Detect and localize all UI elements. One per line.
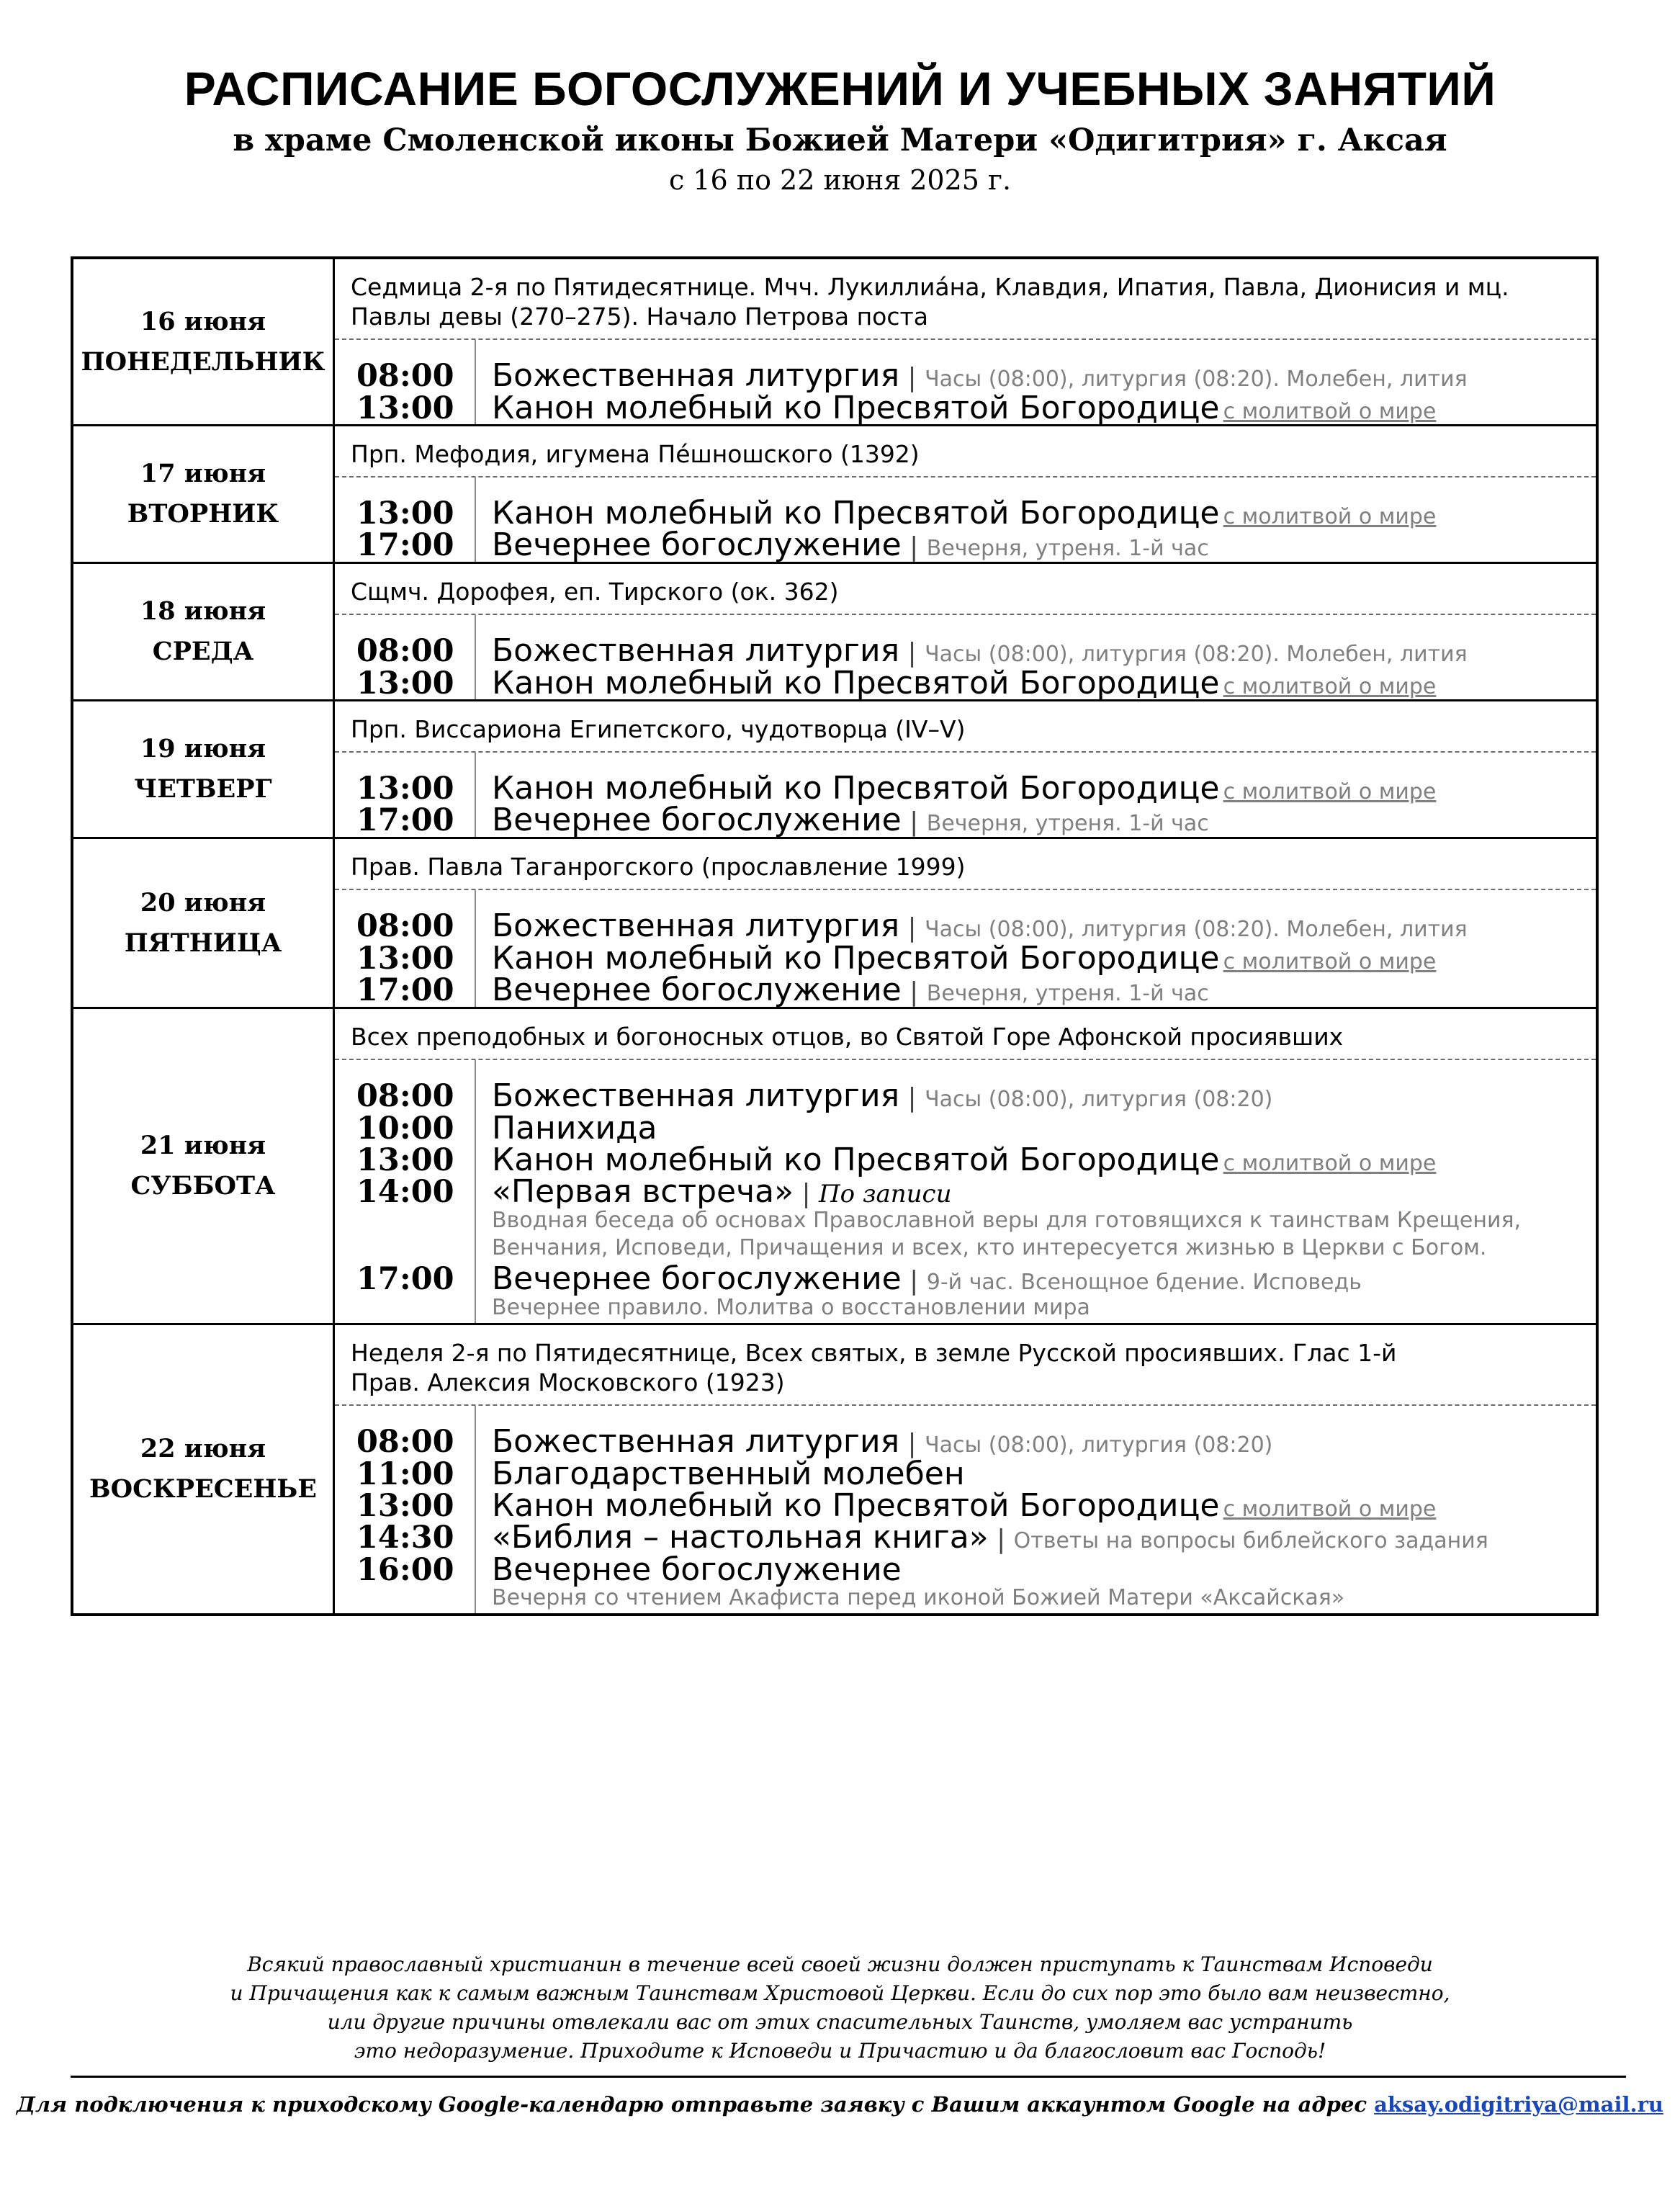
service-time: 08:00 [335, 1426, 476, 1458]
feast-line: Сщмч. Дорофея, еп. Тирского (ок. 362) [351, 578, 839, 606]
day-body [335, 1325, 1596, 1613]
service-info [476, 1260, 1596, 1323]
service-info [476, 1487, 1596, 1524]
service-time: 17:00 [335, 1263, 476, 1323]
service-time: 17:00 [335, 804, 476, 837]
feast-line: Прав. Алексия Московского (1923) [351, 1368, 785, 1396]
service-info [476, 770, 1596, 807]
service-heading [492, 770, 1596, 807]
day-row [73, 699, 1596, 837]
email-link[interactable]: aksay.odigitriya@mail.ru [1374, 2092, 1663, 2117]
day-weekday: СРЕДА [152, 637, 254, 666]
service-time: 14:30 [335, 1522, 476, 1554]
quote-line: или другие причины отвлекали вас от этих спасительных Таинств, умоляем вас устранить [327, 2010, 1353, 2034]
feast-line: Павлы девы (270–275). Начало Петрова поста [351, 302, 928, 331]
service-name: Вечернее богослужение [492, 1260, 902, 1297]
quote-line: это недоразумение. Приходите к Исповеди и Причастию и да благословит вас Господь! [354, 2039, 1326, 2063]
service-info [476, 1173, 1596, 1263]
prayer-for-peace-link[interactable]: с молитвой о мире [1223, 1151, 1437, 1176]
service-name: Вечернее богослужение [492, 972, 902, 1008]
service-time: 13:00 [335, 1490, 476, 1522]
service-name: Канон молебный ко Пресвятой Богородице [492, 665, 1220, 701]
day-row [73, 424, 1596, 562]
quote-line: и Причащения как к самым важным Таинствам Христовой Церкви. Если до сих пор это было вам неизвестно, [230, 1981, 1450, 2005]
feast-title [335, 1009, 1596, 1060]
prayer-for-peace-link[interactable]: с молитвой о мире [1223, 504, 1437, 529]
separator: | [899, 363, 925, 393]
feast-title [335, 564, 1596, 615]
prayer-for-peace-link[interactable]: с молитвой о мире [1223, 1497, 1437, 1522]
service-heading [492, 526, 1596, 563]
service-item [335, 495, 1596, 532]
day-label [73, 1009, 335, 1323]
footer-divider [71, 2076, 1626, 2078]
service-time: 13:00 [335, 773, 476, 804]
day-date: 22 июня [140, 1434, 266, 1463]
day-weekday: СУББОТА [130, 1171, 276, 1201]
service-item [335, 1487, 1596, 1524]
time-column [335, 477, 476, 498]
service-heading [492, 1144, 1596, 1176]
day-body [335, 564, 1596, 699]
feast-title [335, 701, 1596, 753]
day-date: 16 июня [140, 306, 266, 336]
service-item [335, 974, 1596, 1007]
service-item [335, 357, 1596, 394]
service-heading [492, 1551, 1596, 1588]
service-time: 13:00 [335, 1144, 476, 1176]
service-list [335, 1406, 1596, 1613]
day-date: 17 июня [140, 459, 266, 488]
day-label [73, 701, 335, 837]
service-info [476, 390, 1596, 426]
footer-contact [0, 2090, 1680, 2119]
service-name: Божественная литургия [492, 632, 900, 669]
service-time: 08:00 [335, 360, 476, 393]
service-item [335, 1551, 1596, 1613]
service-time: 17:00 [335, 529, 476, 562]
page-header [0, 58, 1680, 199]
service-info [476, 804, 1596, 837]
service-heading [492, 1173, 1596, 1210]
time-column [335, 1060, 476, 1080]
service-time: 10:00 [335, 1113, 476, 1144]
day-weekday: ВОСКРЕСЕНЬЕ [89, 1474, 317, 1504]
service-item [335, 1519, 1596, 1556]
service-name: Канон молебный ко Пресвятой Богородице [492, 495, 1220, 532]
service-name: Канон молебный ко Пресвятой Богородице [492, 390, 1220, 426]
day-weekday: ПОНЕДЕЛЬНИК [81, 346, 325, 377]
day-label [73, 839, 335, 1007]
service-heading [492, 1260, 1596, 1297]
service-time: 11:00 [335, 1458, 476, 1490]
schedule-table [71, 256, 1599, 1616]
service-note: Часы (08:00), литургия (08:20) [925, 1087, 1273, 1112]
feast-title [335, 426, 1596, 477]
service-time: 13:00 [335, 498, 476, 529]
service-list [335, 890, 1596, 1007]
day-body [335, 701, 1596, 837]
service-heading [492, 1423, 1596, 1460]
time-column [335, 1406, 476, 1426]
day-body [335, 839, 1596, 1007]
service-list [335, 1060, 1596, 1323]
day-weekday: ПЯТНИЦА [124, 928, 282, 958]
day-row [73, 562, 1596, 699]
service-list [335, 615, 1596, 699]
service-note: Вечерня, утреня. 1-й час [926, 981, 1209, 1006]
feast-title [335, 1325, 1596, 1406]
service-heading [492, 390, 1596, 426]
service-item [335, 907, 1596, 944]
service-registration: По записи [819, 1180, 952, 1208]
service-heading [492, 1110, 1596, 1147]
day-weekday: ВТОРНИК [127, 499, 279, 529]
service-item [335, 665, 1596, 701]
service-item [335, 1173, 1596, 1263]
service-info [476, 1519, 1596, 1556]
service-item [335, 1423, 1596, 1460]
day-label [73, 1325, 335, 1613]
separator: | [899, 913, 925, 943]
feast-title [335, 259, 1596, 340]
service-info [476, 974, 1596, 1007]
service-description: Вводная беседа об основах Православной веры для готовящихся к таинствам Крещения, [492, 1208, 1522, 1233]
prayer-for-peace-link[interactable]: с молитвой о мире [1223, 779, 1437, 804]
day-date: 18 июня [140, 596, 266, 626]
service-info [476, 357, 1596, 394]
service-heading [492, 1077, 1596, 1114]
contact-text: Для подключения к приходскому Google-календарю отправьте заявку с Вашим аккаунтом Google на адрес [17, 2092, 1367, 2117]
service-name: Канон молебный ко Пресвятой Богородице [492, 1142, 1220, 1178]
service-note: Часы (08:00), литургия (08:20) [925, 1432, 1273, 1458]
service-name: Благодарственный молебен [492, 1456, 965, 1492]
prayer-for-peace-link[interactable]: с молитвой о мире [1223, 399, 1437, 424]
separator: | [988, 1525, 1014, 1554]
service-name: Божественная литургия [492, 1077, 900, 1114]
service-heading [492, 1519, 1596, 1556]
service-name: Канон молебный ко Пресвятой Богородице [492, 770, 1220, 807]
day-label [73, 426, 335, 562]
page-title: РАСПИСАНИЕ БОГОСЛУЖЕНИЙ И УЧЕБНЫХ ЗАНЯТИЙ [184, 62, 1496, 115]
service-time: 13:00 [335, 393, 476, 424]
separator: | [899, 638, 925, 668]
service-item [335, 1260, 1596, 1323]
service-time: 17:00 [335, 974, 476, 1007]
quote-line: Всякий православный христианин в течение всей своей жизни должен приступать к Таинствам Исповеди [247, 1952, 1433, 1976]
service-item [335, 526, 1596, 563]
prayer-for-peace-link[interactable]: с молитвой о мире [1223, 949, 1437, 974]
service-note: Часы (08:00), литургия (08:20). Молебен, лития [925, 917, 1468, 942]
service-note: 9-й час. Всенощное бдение. Исповедь [926, 1270, 1362, 1295]
service-info [476, 907, 1596, 944]
service-heading [492, 632, 1596, 669]
service-heading [492, 974, 1596, 1007]
separator: | [794, 1179, 819, 1208]
service-name: Канон молебный ко Пресвятой Богородице [492, 1487, 1220, 1524]
service-item [335, 632, 1596, 669]
service-info [476, 1110, 1596, 1147]
service-item [335, 940, 1596, 977]
service-info [476, 1144, 1596, 1176]
service-heading [492, 495, 1596, 532]
day-body [335, 426, 1596, 562]
service-heading [492, 940, 1596, 977]
service-info [476, 1458, 1596, 1490]
service-info [476, 940, 1596, 977]
service-heading [492, 665, 1596, 701]
service-time: 08:00 [335, 1080, 476, 1113]
service-time: 16:00 [335, 1554, 476, 1613]
service-description: Вечернее правило. Молитва о восстановлении мира [492, 1295, 1090, 1320]
service-info [476, 1423, 1596, 1460]
day-body [335, 259, 1596, 424]
service-name: Панихида [492, 1110, 657, 1147]
service-name: «Библия – настольная книга» [492, 1519, 989, 1556]
service-list [335, 477, 1596, 562]
day-row [73, 1007, 1596, 1323]
service-note: Часы (08:00), литургия (08:20). Молебен, лития [925, 367, 1468, 392]
day-weekday: ЧЕТВЕРГ [134, 774, 272, 804]
service-time: 13:00 [335, 668, 476, 699]
service-item [335, 770, 1596, 807]
page-subtitle: в храме Смоленской иконы Божией Матери «Одигитрия» г. Аксая [233, 122, 1447, 158]
service-name: Божественная литургия [492, 907, 900, 944]
service-note: Вечерня, утреня. 1-й час [926, 811, 1209, 836]
day-label [73, 259, 335, 424]
service-description: Венчания, Исповеди, Причащения и всех, кто интересуется жизнью в Церкви с Богом. [492, 1235, 1487, 1260]
service-name: Божественная литургия [492, 1423, 900, 1460]
service-item [335, 804, 1596, 837]
separator: | [901, 807, 927, 837]
feast-line: Всех преподобных и богоносных отцов, во Святой Горе Афонской просиявших [351, 1023, 1344, 1051]
service-time: 13:00 [335, 943, 476, 974]
day-date: 21 июня [140, 1131, 266, 1160]
service-time: 08:00 [335, 635, 476, 668]
service-item [335, 1458, 1596, 1490]
service-item [335, 1144, 1596, 1176]
separator: | [899, 1083, 925, 1113]
feast-line: Неделя 2-я по Пятидесятнице, Всех святых, в земле Русской просиявших. Глас 1-й [351, 1339, 1397, 1367]
service-name: «Первая встреча» [492, 1173, 794, 1210]
feast-line: Седмица 2-я по Пятидесятнице. Мчч. Лукиллиа́на, Клавдия, Ипатия, Павла, Дионисия и мц. [351, 273, 1509, 301]
service-heading [492, 1487, 1596, 1524]
service-info [476, 665, 1596, 701]
service-name: Канон молебный ко Пресвятой Богородице [492, 940, 1220, 977]
time-column [335, 753, 476, 773]
service-list [335, 340, 1596, 424]
service-note: Вечерня, утреня. 1-й час [926, 536, 1209, 561]
date-range: с 16 по 22 июня 2025 г. [668, 164, 1012, 196]
time-column [335, 890, 476, 910]
service-name: Вечернее богослужение [492, 526, 902, 563]
feast-line: Прп. Мефодия, игумена Пе́шношского (1392) [351, 440, 920, 468]
service-item [335, 1110, 1596, 1147]
service-heading [492, 907, 1596, 944]
day-row [73, 837, 1596, 1007]
service-info [476, 632, 1596, 669]
service-info [476, 1551, 1596, 1613]
day-row [73, 1323, 1596, 1613]
service-name: Вечернее богослужение [492, 1551, 902, 1588]
service-info [476, 495, 1596, 532]
separator: | [901, 1266, 927, 1296]
day-row [73, 259, 1596, 424]
service-info [476, 1077, 1596, 1114]
service-heading [492, 804, 1596, 837]
time-column [335, 340, 476, 360]
day-date: 19 июня [140, 734, 266, 763]
day-date: 20 июня [140, 887, 266, 918]
service-heading [492, 1458, 1596, 1490]
service-note: Ответы на вопросы библейского задания [1013, 1528, 1488, 1553]
time-column [335, 615, 476, 635]
feast-line: Прав. Павла Таганрогского (прославление 1999) [351, 853, 966, 881]
service-note: Часы (08:00), литургия (08:20). Молебен, лития [925, 642, 1468, 667]
separator: | [901, 532, 927, 562]
service-heading [492, 357, 1596, 394]
feast-line: Прп. Виссариона Египетского, чудотворца (IV–V) [351, 715, 966, 743]
service-description: Вечерня со чтением Акафиста перед иконой Божией Матери «Аксайская» [492, 1585, 1345, 1610]
day-label [73, 564, 335, 699]
service-name: Божественная литургия [492, 357, 900, 394]
footer-quote [0, 1950, 1680, 2066]
separator: | [901, 977, 927, 1007]
service-time: 14:00 [335, 1176, 476, 1263]
service-info [476, 526, 1596, 563]
feast-title [335, 839, 1596, 890]
service-item [335, 390, 1596, 426]
service-name: Вечернее богослужение [492, 802, 902, 838]
service-list [335, 753, 1596, 837]
separator: | [899, 1429, 925, 1458]
service-time: 08:00 [335, 910, 476, 943]
prayer-for-peace-link[interactable]: с молитвой о мире [1223, 674, 1437, 699]
day-body [335, 1009, 1596, 1323]
service-item [335, 1077, 1596, 1114]
